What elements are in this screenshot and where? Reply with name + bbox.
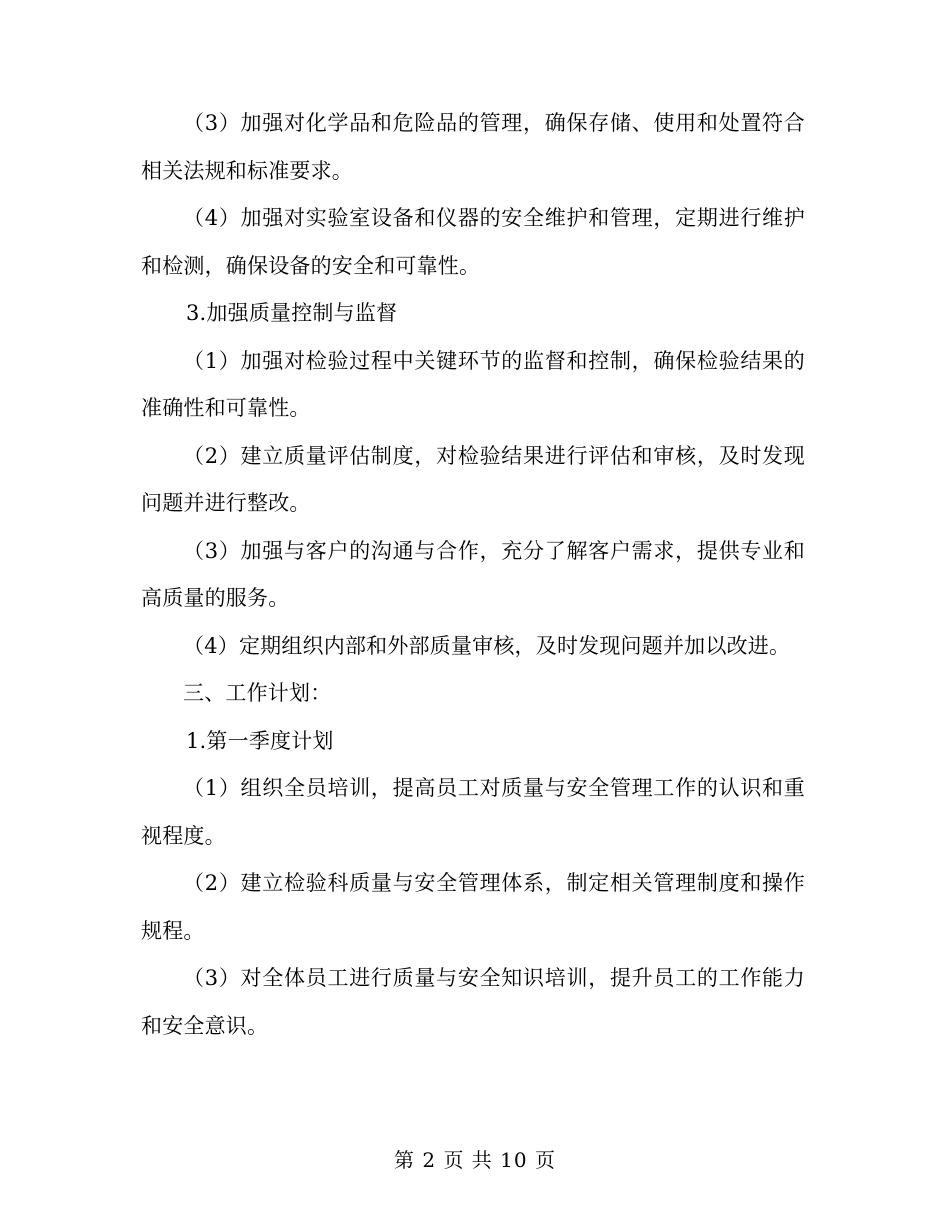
paragraph-key-process-supervision: （1）加强对检验过程中关键环节的监督和控制，确保检验结果的准确性和可靠性。 <box>141 348 805 420</box>
paragraph-staff-training: （1）组织全员培训，提高员工对质量与安全管理工作的认识和重视程度。 <box>141 776 805 848</box>
page-number-footer: 第 2 页 共 10 页 <box>394 1148 556 1172</box>
paragraph-chemical-management: （3）加强对化学品和危险品的管理，确保存储、使用和处置符合相关法规和标准要求。 <box>141 111 805 183</box>
section-heading-quality-control: 3.加强质量控制与监督 <box>186 301 398 325</box>
paragraph-quality-evaluation: （2）建立质量评估制度，对检验结果进行评估和审核，及时发现问题并进行整改。 <box>141 443 805 515</box>
paragraph-management-system: （2）建立检验科质量与安全管理体系，制定相关管理制度和操作规程。 <box>141 871 805 943</box>
paragraph-customer-communication: （3）加强与客户的沟通与合作，充分了解客户需求，提供专业和高质量的服务。 <box>141 538 805 610</box>
paragraph-quality-audit: （4）定期组织内部和外部质量审核，及时发现问题并加以改进。 <box>183 633 791 658</box>
document-body <box>141 100 805 1050</box>
section-heading-work-plan: 三、工作计划： <box>183 681 332 705</box>
paragraph-safety-knowledge-training: （3）对全体员工进行质量与安全知识培训，提升员工的工作能力和安全意识。 <box>141 966 805 1038</box>
subsection-heading-q1-plan: 1.第一季度计划 <box>186 728 334 753</box>
paragraph-equipment-maintenance: （4）加强对实验室设备和仪器的安全维护和管理，定期进行维护和检测，确保设备的安全和可靠性。 <box>141 206 805 278</box>
